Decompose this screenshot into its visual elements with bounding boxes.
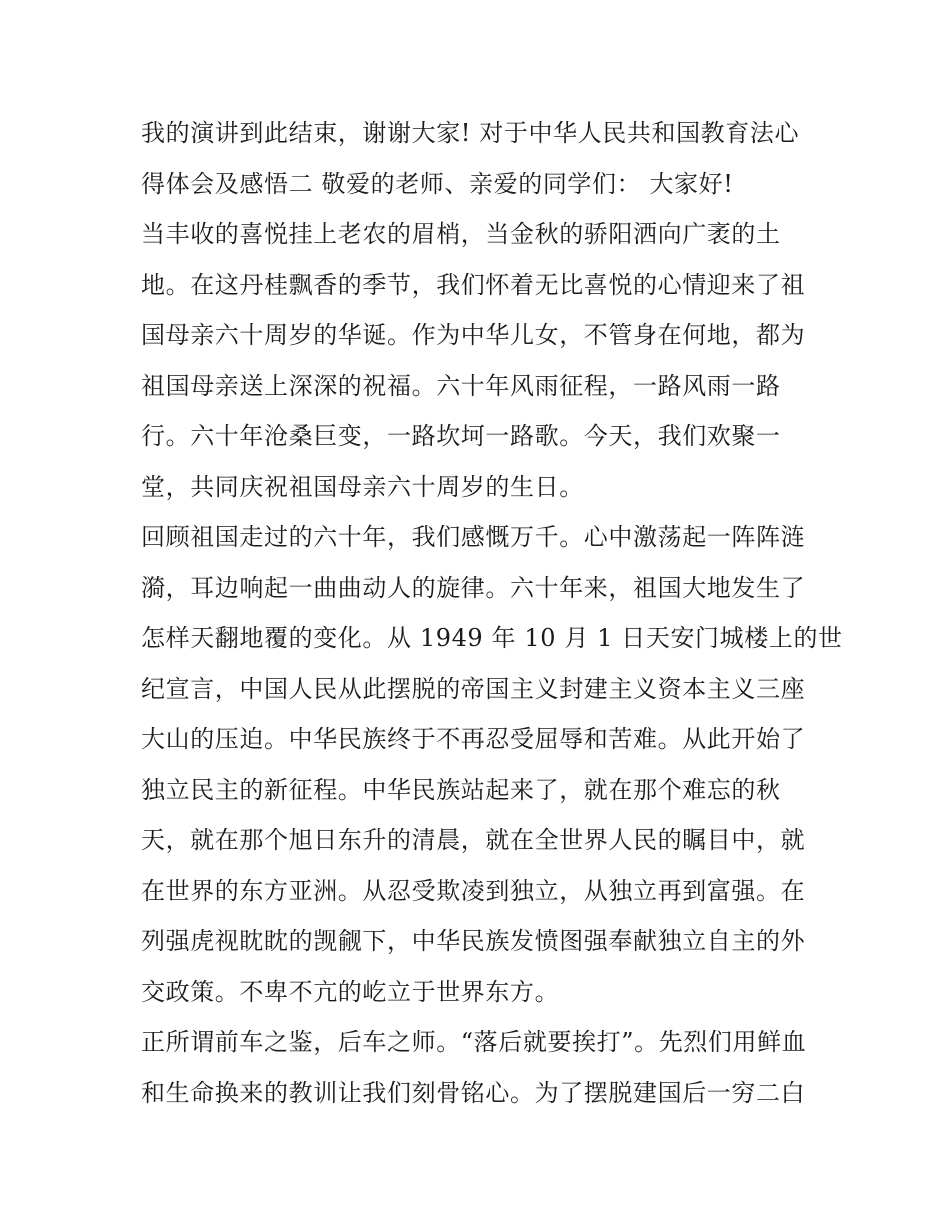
text-line: 我的演讲到此结束，谢谢大家! 对于中华人民共和国教育法心: [141, 119, 800, 147]
text-line: 回顾祖国走过的六十年，我们感慨万千。心中激荡起一阵阵涟: [141, 523, 806, 551]
paragraph-2: [141, 209, 821, 512]
text-line: 地。在这丹桂飘香的季节，我们怀着无比喜悦的心情迎来了祖: [141, 270, 806, 299]
paragraph-1: [141, 108, 821, 209]
paragraph-3: [141, 512, 843, 1017]
text-line: 堂，共同庆祝祖国母亲六十周岁的生日。: [141, 472, 584, 501]
text-line: 得体会及感悟二 敬爱的老师、亲爱的同学们： 大家好!: [141, 169, 734, 198]
paragraph-4: [141, 1017, 821, 1118]
text-line: 祖国母亲送上深深的祝福。六十年风雨征程，一路风雨一路: [141, 371, 781, 400]
text-line: 纪宣言，中国人民从此摆脱的帝国主义封建主义资本主义三座: [141, 674, 806, 703]
text-line: 在世界的东方亚洲。从忍受欺凌到独立，从独立再到富强。在: [141, 876, 806, 905]
text-line: 当丰收的喜悦挂上老农的眉梢，当金秋的骄阳洒向广袤的土: [141, 220, 781, 248]
text-line: 交政策。不卑不亢的屹立于世界东方。: [141, 977, 560, 1006]
text-line: 行。六十年沧桑巨变，一路坎坷一路歌。今天，我们欢聚一: [141, 422, 781, 450]
text-line: 大山的压迫。中华民族终于不再忍受屈辱和苦难。从此开始了: [141, 725, 806, 753]
text-line: 漪，耳边响起一曲曲动人的旋律。六十年来，祖国大地发生了: [141, 573, 806, 602]
body-text: [141, 108, 843, 1118]
text-line: 列强虎视眈眈的觊觎下，中华民族发愤图强奉献独立自主的外: [141, 927, 806, 955]
text-line: 国母亲六十周岁的华诞。作为中华儿女，不管身在何地，都为: [141, 321, 806, 349]
text-line: 和生命换来的教训让我们刻骨铭心。为了摆脱建国后一穷二白: [141, 1078, 806, 1107]
text-line: 正所谓前车之鉴，后车之师。“落后就要挨打”。先烈们用鲜血: [141, 1028, 807, 1056]
text-line: 怎样天翻地覆的变化。从 1949 年 10 月 1 日天安门城楼上的世: [141, 624, 843, 652]
text-line: 天，就在那个旭日东升的清晨，就在全世界人民的瞩目中，就: [141, 826, 806, 854]
text-line: 独立民主的新征程。中华民族站起来了，就在那个难忘的秋: [141, 775, 781, 804]
